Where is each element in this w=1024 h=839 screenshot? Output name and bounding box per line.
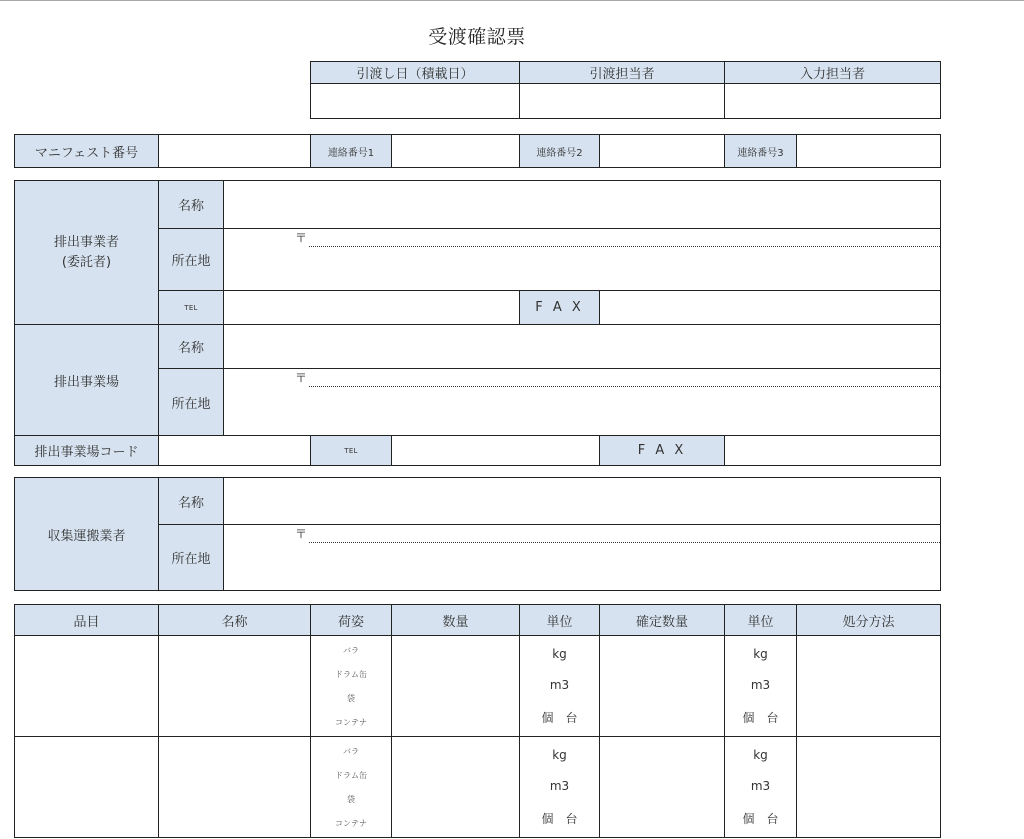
- discharger-address-field[interactable]: [223, 228, 941, 291]
- row2-unit-options[interactable]: [519, 736, 600, 838]
- handover-date-field[interactable]: [310, 83, 520, 119]
- packaging-option-bulk[interactable]: バラ: [343, 645, 359, 655]
- discharger-fax-label: F A X: [519, 290, 600, 325]
- input-person-header: 入力担当者: [724, 61, 941, 84]
- discharger-address-label: 所在地: [158, 228, 224, 291]
- col-header-name: 名称: [158, 604, 311, 636]
- collector-address-field[interactable]: [223, 524, 941, 591]
- row1-name-field[interactable]: [158, 635, 311, 737]
- unit-option-piece[interactable]: 個 台: [541, 811, 578, 826]
- site-tel-field[interactable]: [391, 435, 600, 466]
- row1-packaging-options[interactable]: [310, 635, 392, 737]
- site-address-label: 所在地: [158, 368, 224, 436]
- col-header-confirmed-unit: 単位: [724, 604, 797, 636]
- site-code-field[interactable]: [158, 435, 311, 466]
- row1-disposal-method-field[interactable]: [796, 635, 941, 737]
- packaging-option-bag[interactable]: 袋: [347, 794, 355, 804]
- site-code-label: 排出事業場コード: [14, 435, 159, 466]
- unit-option-kg[interactable]: kg: [552, 747, 567, 762]
- discharger-fax-field[interactable]: [599, 290, 941, 325]
- contact-number-2-label: 連絡番号2: [519, 134, 600, 168]
- postal-code-line: [309, 246, 940, 247]
- site-fax-field[interactable]: [724, 435, 941, 466]
- discharger-tel-field[interactable]: [223, 290, 520, 325]
- unit-option-piece[interactable]: 個 台: [742, 710, 779, 725]
- discharger-name-label: 名称: [158, 180, 224, 229]
- discharger-tel-label: TEL: [158, 290, 224, 325]
- col-header-packaging: 荷姿: [310, 604, 392, 636]
- packaging-option-drum[interactable]: ドラム缶: [335, 770, 367, 780]
- row2-name-field[interactable]: [158, 736, 311, 838]
- site-tel-label: TEL: [310, 435, 392, 466]
- col-header-quantity: 数量: [391, 604, 520, 636]
- discharger-label-line1: 排出事業者: [53, 234, 119, 250]
- contact-number-3-label: 連絡番号3: [724, 134, 797, 168]
- row1-confirmed-unit-options[interactable]: [724, 635, 797, 737]
- manifest-number-field[interactable]: [158, 134, 311, 168]
- unit-option-m3[interactable]: m3: [750, 677, 771, 692]
- collector-address-label: 所在地: [158, 524, 224, 591]
- postal-code-line: [309, 542, 940, 543]
- postal-mark-icon: 〒: [295, 371, 308, 385]
- site-fax-label: F A X: [599, 435, 725, 466]
- site-label: 排出事業場: [14, 324, 159, 436]
- discharger-label-line2: (委託者): [61, 254, 112, 270]
- unit-option-kg[interactable]: kg: [753, 646, 768, 661]
- packaging-option-container[interactable]: コンテナ: [335, 717, 367, 727]
- site-name-label: 名称: [158, 324, 224, 369]
- packaging-option-bulk[interactable]: バラ: [343, 746, 359, 756]
- unit-option-kg[interactable]: kg: [552, 646, 567, 661]
- contact-number-1-label: 連絡番号1: [310, 134, 392, 168]
- unit-option-kg[interactable]: kg: [753, 747, 768, 762]
- contact-number-2-field[interactable]: [599, 134, 725, 168]
- unit-option-m3[interactable]: m3: [549, 778, 570, 793]
- row1-unit-options[interactable]: [519, 635, 600, 737]
- postal-mark-icon: 〒: [295, 231, 308, 245]
- row1-quantity-field[interactable]: [391, 635, 520, 737]
- row2-confirmed-unit-options[interactable]: [724, 736, 797, 838]
- site-name-field[interactable]: [223, 324, 941, 369]
- manifest-number-label: マニフェスト番号: [14, 134, 159, 168]
- row1-item-field[interactable]: [14, 635, 159, 737]
- row2-packaging-options[interactable]: [310, 736, 392, 838]
- collector-name-label: 名称: [158, 477, 224, 525]
- site-address-field[interactable]: [223, 368, 941, 436]
- input-person-field[interactable]: [724, 83, 941, 119]
- discharger-name-field[interactable]: [223, 180, 941, 229]
- handover-person-field[interactable]: [519, 83, 725, 119]
- col-header-disposal-method: 処分方法: [796, 604, 941, 636]
- row2-disposal-method-field[interactable]: [796, 736, 941, 838]
- packaging-option-container[interactable]: コンテナ: [335, 818, 367, 828]
- collector-label: 収集運搬業者: [14, 477, 159, 591]
- col-header-confirmed-quantity: 確定数量: [599, 604, 725, 636]
- top-border: [0, 0, 1024, 1]
- collector-name-field[interactable]: [223, 477, 941, 525]
- page-title: 受渡確認票: [428, 26, 526, 48]
- unit-option-piece[interactable]: 個 台: [742, 811, 779, 826]
- row2-quantity-field[interactable]: [391, 736, 520, 838]
- handover-person-header: 引渡担当者: [519, 61, 725, 84]
- handover-date-header: 引渡し日（積載日）: [310, 61, 520, 84]
- row1-confirmed-quantity-field[interactable]: [599, 635, 725, 737]
- contact-number-3-field[interactable]: [796, 134, 941, 168]
- unit-option-piece[interactable]: 個 台: [541, 710, 578, 725]
- packaging-option-bag[interactable]: 袋: [347, 693, 355, 703]
- unit-option-m3[interactable]: m3: [549, 677, 570, 692]
- col-header-item: 品目: [14, 604, 159, 636]
- discharger-label: [14, 180, 159, 325]
- postal-mark-icon: 〒: [295, 527, 308, 541]
- row2-confirmed-quantity-field[interactable]: [599, 736, 725, 838]
- row2-item-field[interactable]: [14, 736, 159, 838]
- contact-number-1-field[interactable]: [391, 134, 520, 168]
- postal-code-line: [309, 386, 940, 387]
- col-header-unit: 単位: [519, 604, 600, 636]
- unit-option-m3[interactable]: m3: [750, 778, 771, 793]
- packaging-option-drum[interactable]: ドラム缶: [335, 669, 367, 679]
